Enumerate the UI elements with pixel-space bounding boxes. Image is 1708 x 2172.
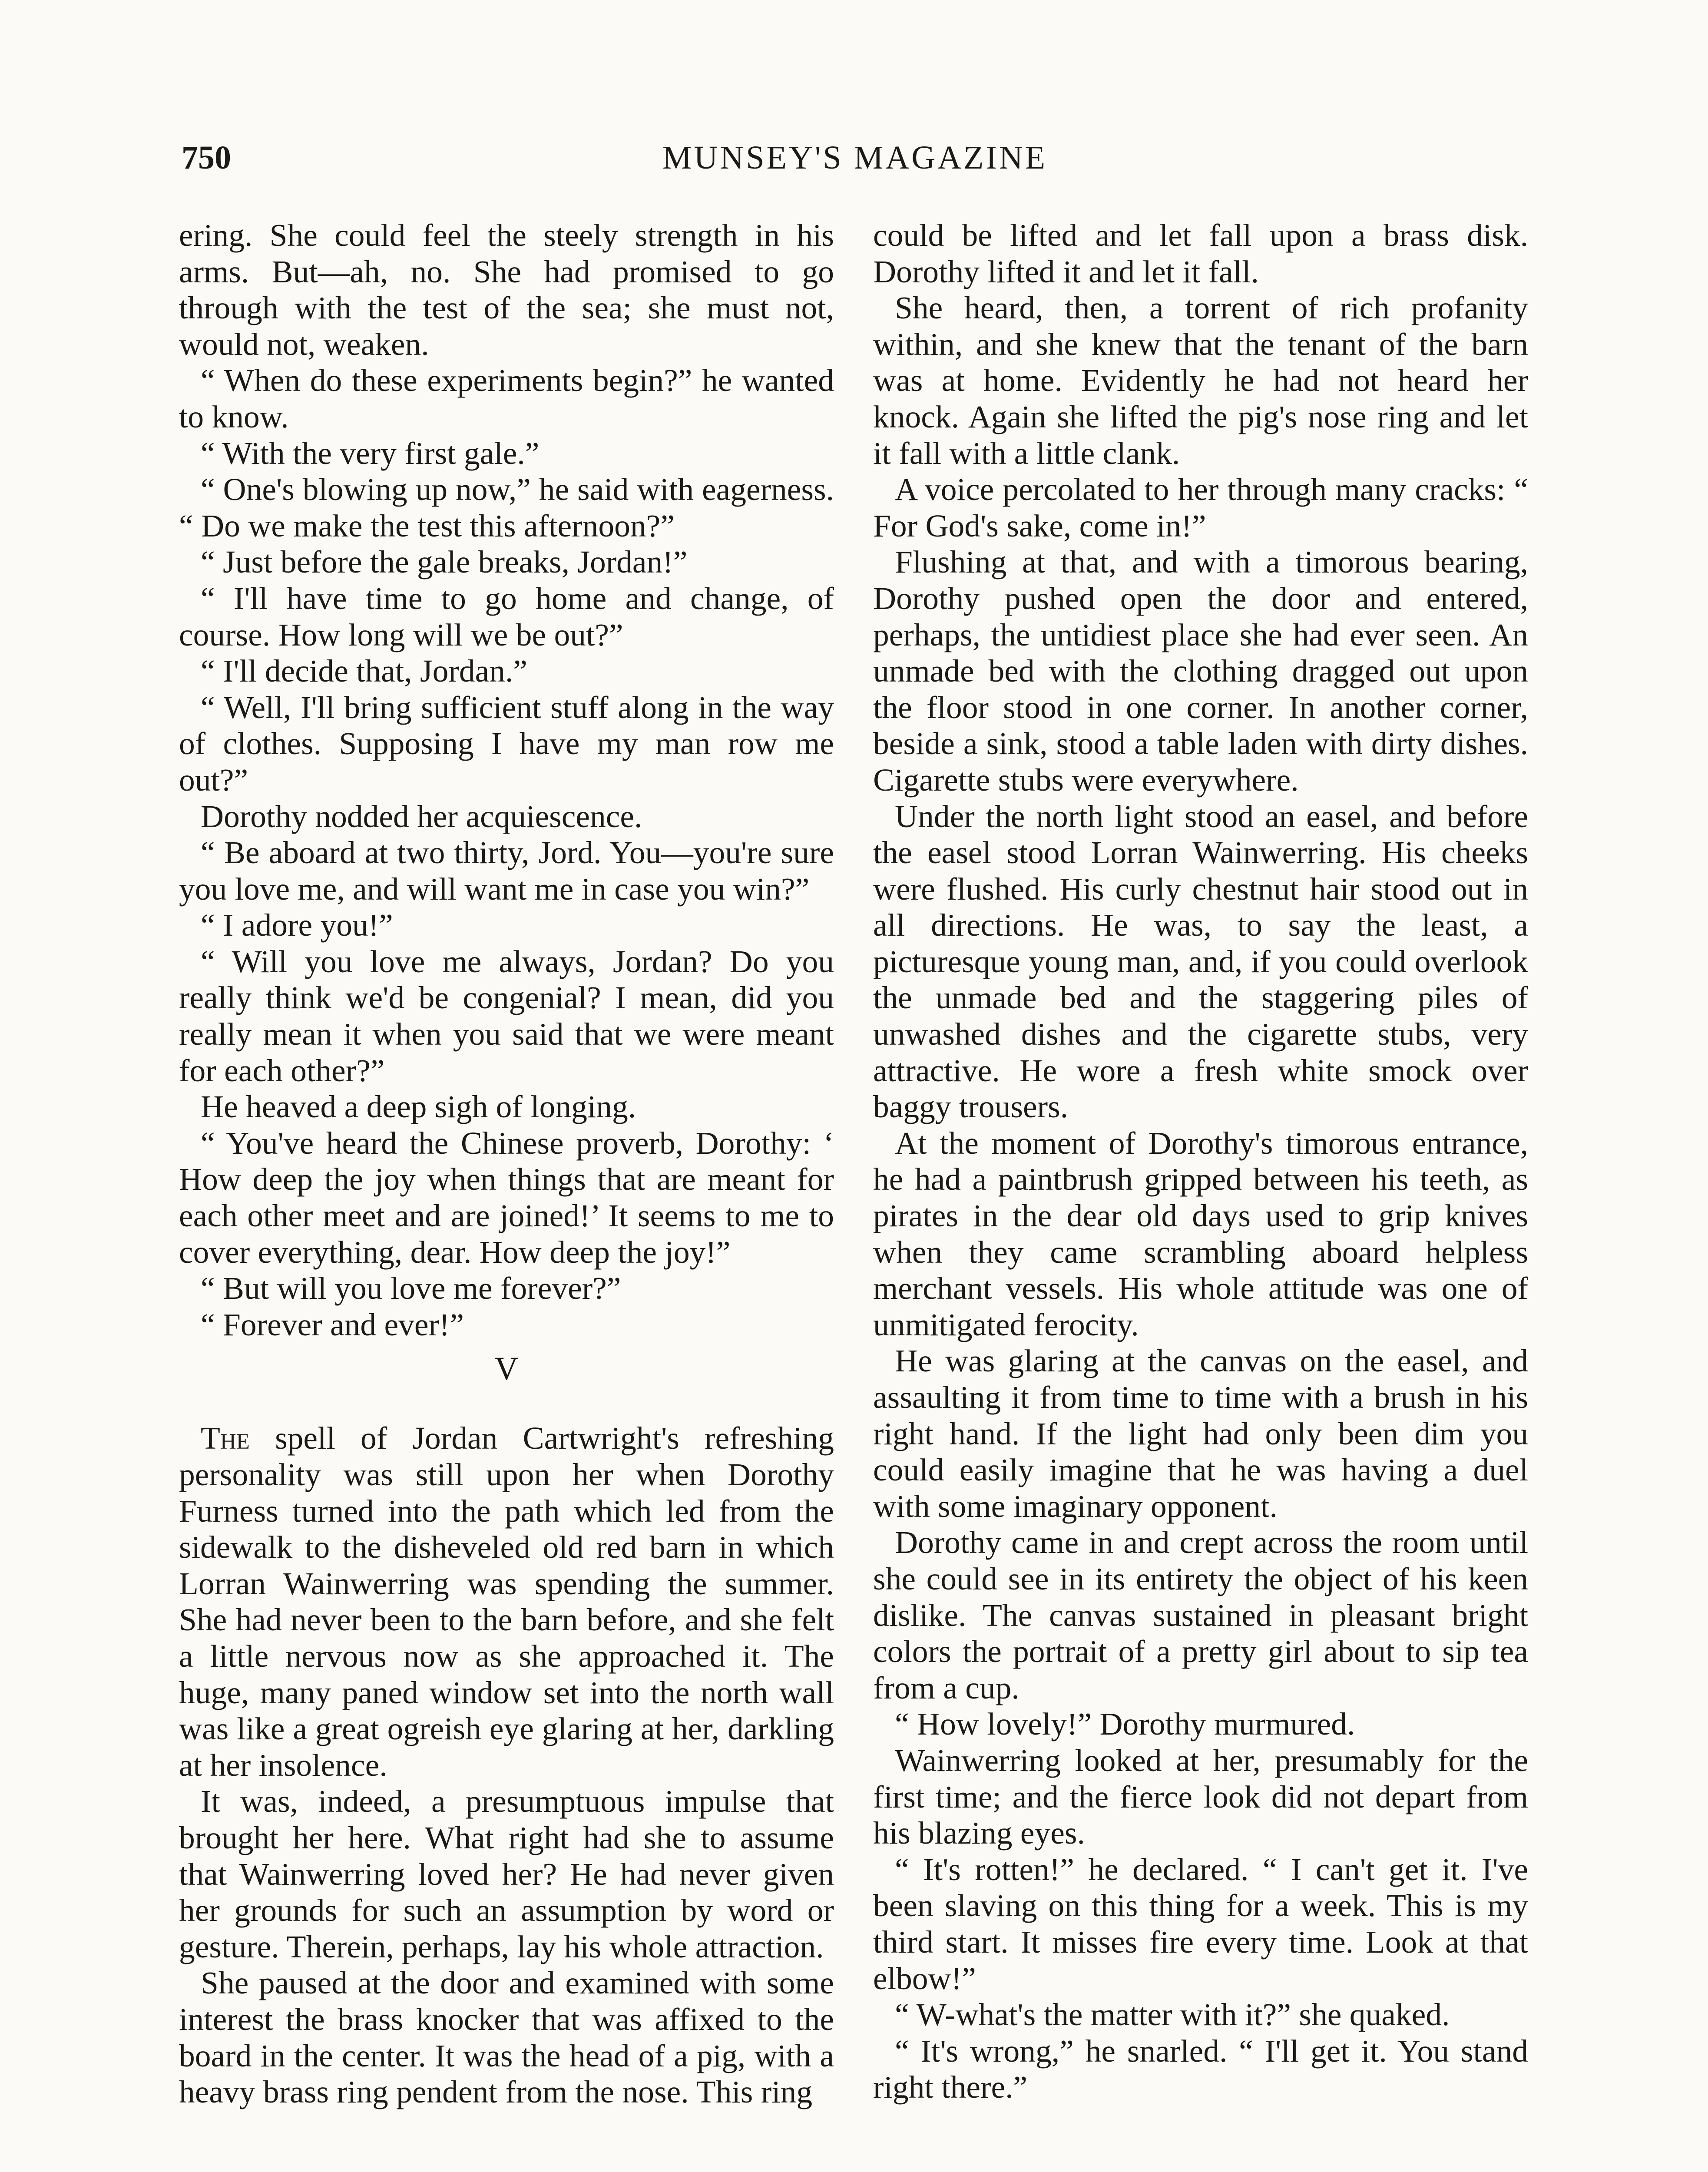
- paragraph: “ Will you love me always, Jordan? Do you really think we'd be congenial? I mean, did you really mean it when you said that we were meant for each other?”: [179, 944, 834, 1088]
- paragraph: “ But will you love me forever?”: [201, 1271, 621, 1306]
- paragraph: At the moment of Dorothy's timorous entrance, he had a paintbrush gripped between his teeth, as pirates in the dear old days used to grip knives when they came scrambling aboard helpless merchant vessels. His whole attitude was one of unmitigated ferocity.: [873, 1125, 1528, 1342]
- paragraph: “ How lovely!” Dorothy murmured.: [895, 1706, 1355, 1742]
- paragraph: “ When do these experiments begin?” he wanted to know.: [179, 363, 834, 434]
- paragraph: “ I'll decide that, Jordan.”: [201, 653, 528, 689]
- small-caps-lead: The: [201, 1420, 250, 1456]
- page-header: [182, 134, 1528, 182]
- paragraph: ering. She could feel the steely strength in his arms. But—ah, no. She had promised to go through with the test of the sea; she must not, would not, weaken.: [179, 218, 834, 362]
- lead-text: spell of Jordan Cartwright's refreshing personality was still upon her when Dorothy Furness turned into the path which led from the sidewalk to the disheveled old red barn in which Lorran Wainwerring was spending the summer. She had never been to the barn before, and she felt a little nervous now as she approached it. The huge, many paned window set into the north wall was like a great ogreish eye glaring at her, darkling at her insolence.: [179, 1420, 834, 1783]
- running-title: MUNSEY'S MAGAZINE: [662, 139, 1048, 176]
- paragraph: Dorothy came in and crept across the room until she could see in its entirety the object of his keen dislike. The canvas sustained in pleasant bright colors the portrait of a pretty girl about to sip tea from a cup.: [873, 1525, 1528, 1705]
- paragraph: He heaved a deep sigh of longing.: [201, 1089, 636, 1125]
- paragraph: Flushing at that, and with a timorous bearing, Dorothy pushed open the door and entered, perhaps, the untidiest place she had ever seen. An unmade bed with the clothing dragged out upon the floor stood in one corner. In another corner, beside a sink, stood a table laden with dirty dishes. Cigarette stubs were everywhere.: [873, 544, 1528, 798]
- page-number: 750: [182, 139, 231, 176]
- paragraph: “ With the very first gale.”: [201, 435, 540, 471]
- paragraph: Dorothy nodded her acquiescence.: [201, 798, 642, 834]
- paragraph: “ Just before the gale breaks, Jordan!”: [201, 544, 688, 580]
- paragraph: “ Be aboard at two thirty, Jord. You—you're sure you love me, and will want me in case you win?”: [179, 835, 834, 907]
- paragraph: “ Forever and ever!”: [201, 1307, 464, 1342]
- section-lead-paragraph: [179, 1420, 834, 1783]
- paragraph: “ I'll have time to go home and change, of course. How long will we be out?”: [179, 580, 834, 652]
- paragraph: She paused at the door and examined with some interest the brass knocker that was affixed to the board in the center. It was the head of a pig, with a heavy brass ring pendent from the nose. This ring: [179, 1965, 834, 2110]
- paragraph: It was, indeed, a presumptuous impulse that brought her here. What right had she to assume that Wainwerring loved her? He had never given her grounds for such an assumption by word or gesture. Therein, perhaps, lay his whole attraction.: [179, 1784, 834, 1964]
- section-heading: V: [494, 1351, 519, 1387]
- paragraph: “ One's blowing up now,” he said with eagerness. “ Do we make the test this afternoon?”: [179, 472, 834, 543]
- paragraph: Under the north light stood an easel, and before the easel stood Lorran Wainwerring. His cheeks were flushed. His curly chestnut hair stood out in all directions. He was, to say the least, a picturesque young man, and, if you could overlook the unmade bed and the staggering piles of unwashed dishes and the cigarette stubs, very attractive. He wore a fresh white smock over baggy trousers.: [873, 798, 1528, 1125]
- paragraph: A voice percolated to her through many cracks: “ For God's sake, come in!”: [873, 472, 1528, 543]
- paragraph: “ It's wrong,” he snarled. “ I'll get it. You stand right there.”: [873, 2033, 1528, 2105]
- paragraph: “ You've heard the Chinese proverb, Dorothy: ‘ How deep the joy when things that are meant for each other meet and are joined!’ It seems to me to cover everything, dear. How deep the joy!”: [179, 1125, 834, 1270]
- paragraph: “ Well, I'll bring sufficient stuff along in the way of clothes. Supposing I have my man row me out?”: [179, 689, 834, 798]
- paragraph: She heard, then, a torrent of rich profanity within, and she knew that the tenant of the barn was at home. Evidently he had not heard her knock. Again she lifted the pig's nose ring and let it fall with a little clank.: [873, 290, 1528, 471]
- paragraph: “ W-what's the matter with it?” she quaked.: [895, 1997, 1450, 2033]
- paragraph: “ I adore you!”: [201, 907, 393, 943]
- right-column: [873, 217, 1528, 2106]
- paragraph: could be lifted and let fall upon a brass disk. Dorothy lifted it and let it fall.: [873, 218, 1528, 289]
- paragraph: “ It's rotten!” he declared. “ I can't get it. I've been slaving on this thing for a week. This is my third start. It misses fire every time. Look at that elbow!”: [873, 1851, 1528, 1996]
- paragraph: He was glaring at the canvas on the easel, and assaulting it from time to time with a brush in his right hand. If the light had only been dim you could easily imagine that he was having a duel with some imaginary opponent.: [873, 1343, 1528, 1524]
- paragraph: Wainwerring looked at her, presumably for the first time; and the fierce look did not depart from his blazing eyes.: [873, 1742, 1528, 1851]
- left-column: [179, 217, 834, 2110]
